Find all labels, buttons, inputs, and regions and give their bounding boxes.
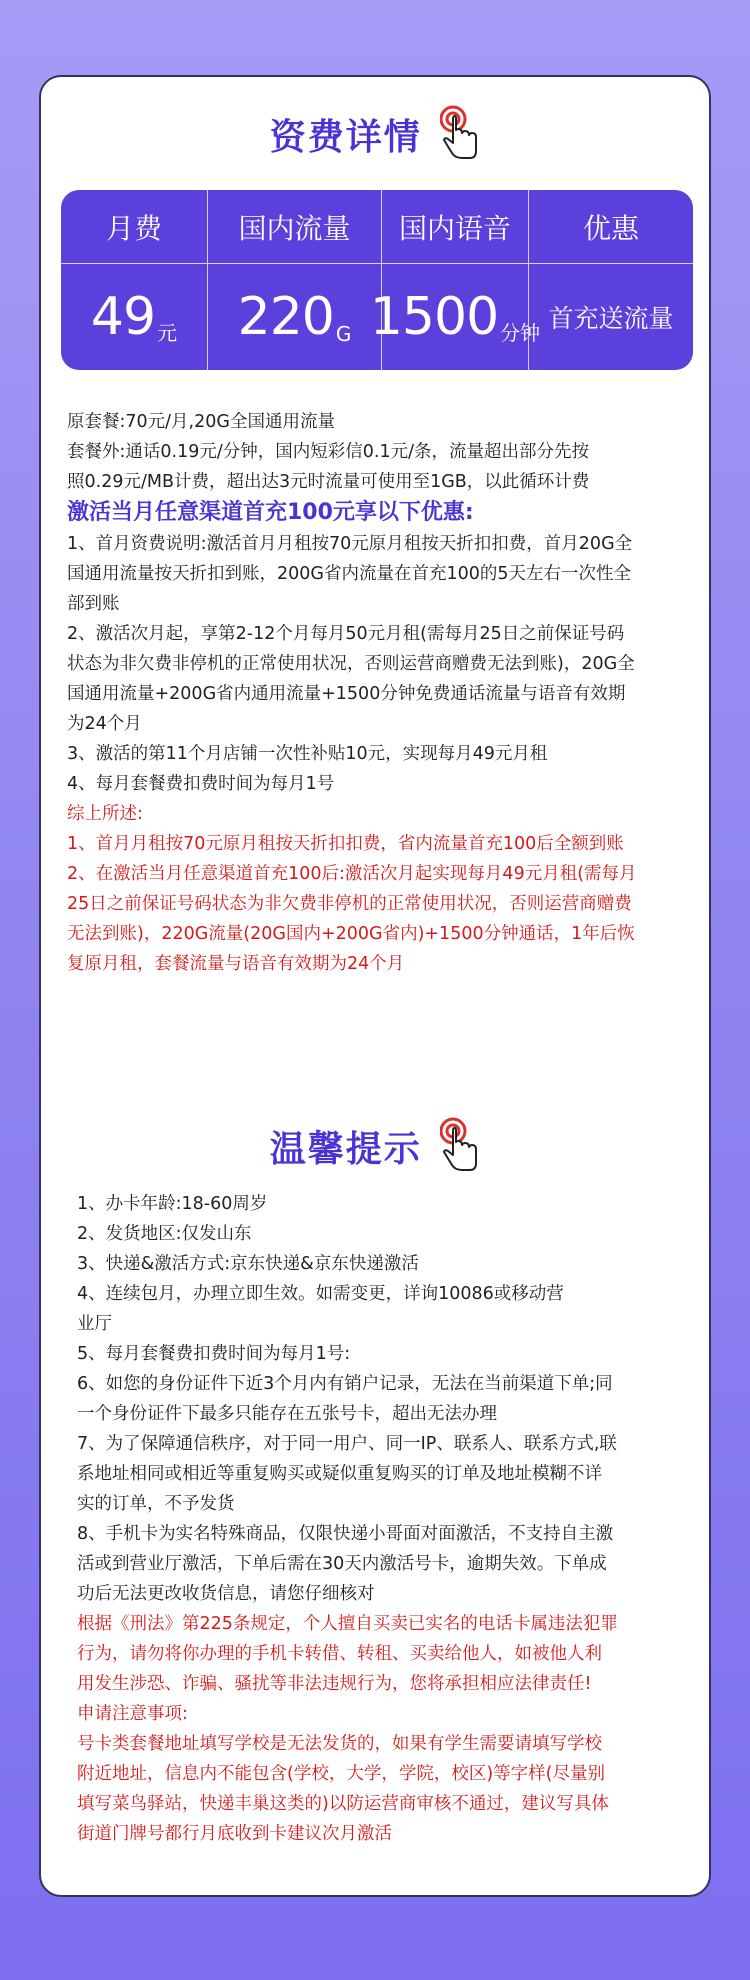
promo-line: 3、激活的第11个月店铺一次性补贴10元，实现每月49元月租 <box>67 744 548 764</box>
legal-line: 根据《刑法》第225条规定，个人擅自买卖已实名的电话卡属违法犯罪 <box>77 1614 618 1634</box>
legal-line: 行为，请勿将你办理的手机卡转借、转租、买卖给他人，如被他人利 <box>77 1644 602 1664</box>
fee-title-text: 资费详情 <box>269 115 422 158</box>
value-number: 220 <box>237 287 334 347</box>
info-card <box>39 75 711 1897</box>
tips-title-text: 温馨提示 <box>269 1127 422 1170</box>
header-discount: 优惠 <box>529 190 693 264</box>
summary-line: 1、首月月租按70元原月租按天折扣扣费，省内流量首充100后全额到账 <box>67 834 624 854</box>
promo-line: 状态为非欠费非停机的正常使用状况，否则运营商赠费无法到账)，20G全 <box>67 654 635 674</box>
value-unit: G <box>335 322 352 346</box>
tip-line: 5、每月套餐费扣费时间为每月1号: <box>77 1344 351 1364</box>
promo-line: 1、首月资费说明:激活首月月租按70元原月租按天折扣扣费，首月20G全 <box>67 534 633 554</box>
header-domestic-voice: 国内语音 <box>382 190 529 264</box>
promo-line: 4、每月套餐费扣费时间为每月1号 <box>67 774 335 794</box>
value-unit: 分钟 <box>500 321 541 345</box>
tip-line: 业厅 <box>77 1314 112 1334</box>
promo-line: 为24个月 <box>67 714 142 734</box>
tap-hand-icon <box>440 105 480 163</box>
notice-title: 申请注意事项: <box>77 1704 188 1724</box>
value-discount <box>529 264 693 370</box>
value-unit: 元 <box>157 321 178 345</box>
value-domestic-voice <box>369 264 541 370</box>
tip-line: 8、手机卡为实名特殊商品，仅限快递小哥面对面激活，不支持自主激 <box>77 1524 614 1544</box>
notice-line: 附近地址，信息内不能包含(学校，大学，学院，校区)等字样(尽量别 <box>77 1764 605 1784</box>
tip-line: 4、连续包月，办理立即生效。如需变更，详询10086或移动营 <box>77 1284 564 1304</box>
tip-line: 6、如您的身份证件下近3个月内有销户记录，无法在当前渠道下单;同 <box>77 1374 613 1394</box>
plan-line: 原套餐:70元/月,20G全国通用流量 <box>67 412 335 432</box>
summary-line: 2、在激活当月任意渠道首充100后:激活次月起实现每月49元月租(需每月 <box>67 864 637 884</box>
plan-line: 套餐外:通话0.19元/分钟，国内短彩信0.1元/条，流量超出部分先按 <box>67 442 589 462</box>
tip-line: 活或到营业厅激活，下单后需在30天内激活号卡，逾期失效。下单成 <box>77 1554 607 1574</box>
tip-line: 7、为了保障通信秩序，对于同一用户、同一IP、联系人、联系方式,联 <box>77 1434 617 1454</box>
promo-line: 国通用流量按天折扣到账，200G省内流量在首充100的5天左右一次性全 <box>67 564 631 584</box>
tap-hand-icon <box>440 1117 480 1175</box>
value-text: 首充送流量 <box>548 304 674 333</box>
tips-text <box>77 1189 697 1849</box>
header-monthly-fee: 月费 <box>61 190 208 264</box>
tip-line: 3、快递&激活方式:京东快递&京东快递激活 <box>77 1254 419 1274</box>
summary-line: 复原月租，套餐流量与语音有效期为24个月 <box>67 954 405 974</box>
fee-table <box>61 190 693 370</box>
promo-heading: 激活当月任意渠道首充100元享以下优惠: <box>67 500 474 525</box>
fee-section-title <box>41 105 709 163</box>
value-number: 49 <box>90 287 156 347</box>
summary-title: 综上所述: <box>67 804 143 824</box>
tip-line: 1、办卡年龄:18-60周岁 <box>77 1194 268 1214</box>
summary-line: 无法到账)，220G流量(20G国内+200G省内)+1500分钟通话，1年后恢 <box>67 924 635 944</box>
promo-line: 2、激活次月起，享第2-12个月每月50元月租(需每月25日之前保证号码 <box>67 624 625 644</box>
legal-line: 用发生涉恐、诈骗、骚扰等非法违规行为，您将承担相应法律责任! <box>77 1674 592 1694</box>
tip-line: 一个身份证件下最多只能存在五张号卡，超出无法办理 <box>77 1404 497 1424</box>
value-domestic-data <box>208 264 382 370</box>
summary-line: 25日之前保证号码状态为非欠费非停机的正常使用状况，否则运营商赠费 <box>67 894 632 914</box>
header-domestic-data: 国内流量 <box>208 190 382 264</box>
value-monthly-fee <box>61 264 208 370</box>
plan-line: 照0.29元/MB计费，超出达3元时流量可使用至1GB，以此循环计费 <box>67 472 590 492</box>
notice-line: 填写菜鸟驿站，快递丰巢这类的)以防运营商审核不通过，建议写具体 <box>77 1794 609 1814</box>
promo-line: 国通用流量+200G省内通用流量+1500分钟免费通话流量与语音有效期 <box>67 684 626 704</box>
value-number: 1500 <box>369 287 499 347</box>
tips-section-title <box>41 1117 709 1175</box>
promo-line: 部到账 <box>67 594 120 614</box>
notice-line: 街道门牌号都行月底收到卡建议次月激活 <box>77 1824 392 1844</box>
tip-line: 功后无法更改收货信息，请您仔细核对 <box>77 1584 375 1604</box>
notice-line: 号卡类套餐地址填写学校是无法发货的，如果有学生需要请填写学校 <box>77 1734 602 1754</box>
tip-line: 实的订单，不予发货 <box>77 1494 235 1514</box>
fee-details-text <box>67 407 692 979</box>
tip-line: 2、发货地区:仅发山东 <box>77 1224 252 1244</box>
tip-line: 系地址相同或相近等重复购买或疑似重复购买的订单及地址模糊不详 <box>77 1464 602 1484</box>
